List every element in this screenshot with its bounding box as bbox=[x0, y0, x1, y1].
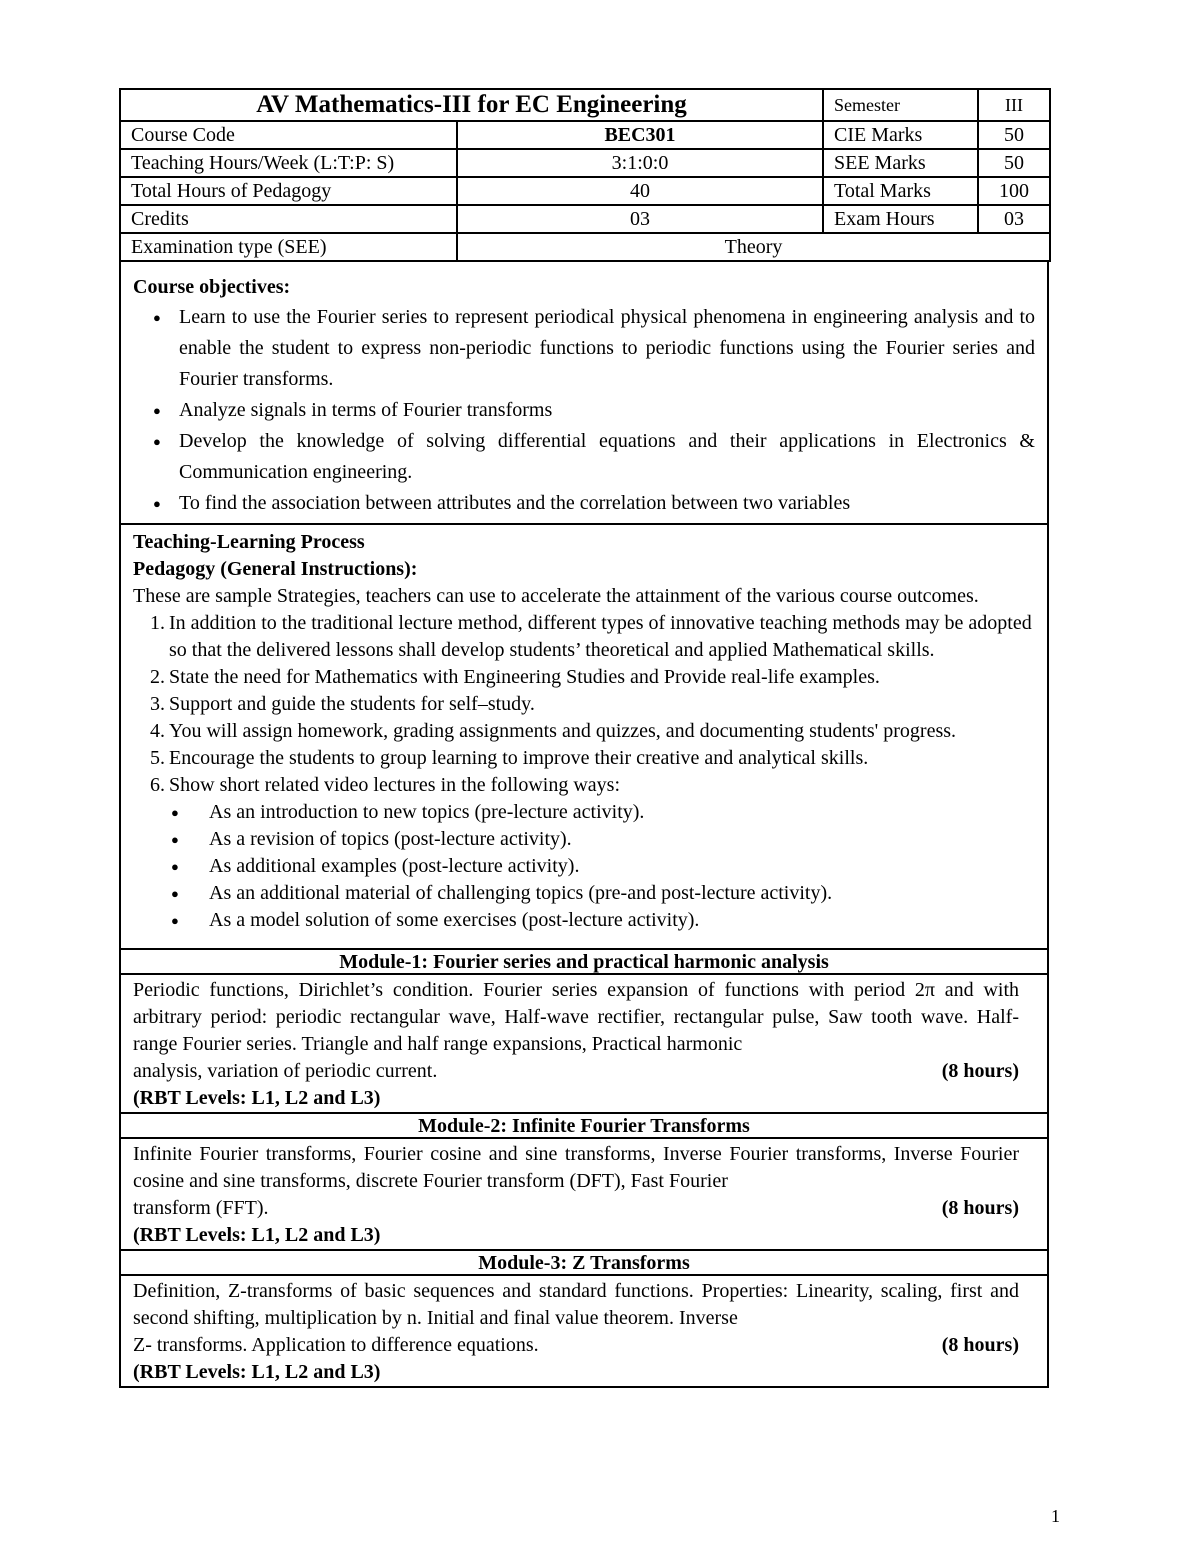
list-item: ● As additional examples (post-lecture activity). bbox=[171, 853, 1035, 880]
strategy-list bbox=[133, 610, 1035, 799]
module-3-rbt: (RBT Levels: L1, L2 and L3) bbox=[133, 1361, 381, 1383]
course-code-value: BEC301 bbox=[457, 121, 823, 149]
list-item: ● As a revision of topics (post-lecture activity). bbox=[171, 826, 1035, 853]
pedagogy-heading: Pedagogy (General Instructions): bbox=[133, 558, 418, 580]
list-item: ● As a model solution of some exercises (post-lecture activity). bbox=[171, 907, 1035, 934]
item-text: State the need for Mathematics with Engineering Studies and Provide real-life examples. bbox=[169, 666, 880, 688]
list-item: ● Develop the knowledge of solving differential equations and their applications in Electronics & Communication engineering. bbox=[153, 426, 1035, 488]
objectives-list bbox=[133, 302, 1035, 519]
item-number: 5. bbox=[150, 747, 165, 769]
list-item: ● Learn to use the Fourier series to represent periodical physical phenomena in engineering analysis and to enable the student to express non-periodic functions to periodic functions using the Fourier series and Fourier transforms. bbox=[153, 302, 1035, 395]
cie-marks-label: CIE Marks bbox=[823, 121, 978, 149]
list-item bbox=[133, 664, 1035, 691]
module-2-last-line: transform (FFT). bbox=[133, 1197, 269, 1219]
item-number: 2. bbox=[150, 666, 165, 688]
item-text: Encourage the students to group learning to improve their creative and analytical skills. bbox=[169, 747, 869, 769]
module-3-body bbox=[119, 1276, 1049, 1388]
cie-marks-value: 50 bbox=[978, 121, 1050, 149]
list-item bbox=[133, 772, 1035, 799]
module-2-hours: (8 hours) bbox=[941, 1197, 1019, 1219]
exam-type-label: Examination type (SEE) bbox=[120, 233, 457, 261]
teaching-learning-section bbox=[119, 525, 1049, 950]
table-row bbox=[120, 205, 1050, 233]
item-number: 4. bbox=[150, 720, 165, 742]
list-item: ● As an introduction to new topics (pre-lecture activity). bbox=[171, 799, 1035, 826]
credits-value: 03 bbox=[457, 205, 823, 233]
item-text: Show short related video lectures in the following ways: bbox=[169, 774, 621, 796]
course-code-label: Course Code bbox=[120, 121, 457, 149]
total-hours-value: 40 bbox=[457, 177, 823, 205]
item-number: 6. bbox=[150, 774, 165, 796]
objectives-heading: Course objectives: bbox=[133, 276, 291, 298]
exam-type-value: Theory bbox=[457, 233, 1050, 261]
module-2-rbt: (RBT Levels: L1, L2 and L3) bbox=[133, 1224, 381, 1246]
table-row bbox=[120, 149, 1050, 177]
see-marks-value: 50 bbox=[978, 149, 1050, 177]
course-title: AV Mathematics-III for EC Engineering bbox=[120, 89, 823, 121]
see-marks-label: SEE Marks bbox=[823, 149, 978, 177]
table-row bbox=[120, 177, 1050, 205]
module-1-hours-line bbox=[133, 1058, 1019, 1085]
item-text: In addition to the traditional lecture method, different types of innovative teaching methods may be adopted so that the delivered lessons shall develop students’ theoretical and applied Mathematical skills. bbox=[169, 612, 1032, 661]
total-hours-label: Total Hours of Pedagogy bbox=[120, 177, 457, 205]
module-1-rbt: (RBT Levels: L1, L2 and L3) bbox=[133, 1087, 381, 1109]
semester-value: III bbox=[978, 89, 1050, 121]
exam-hours-value: 03 bbox=[978, 205, 1050, 233]
exam-hours-label: Exam Hours bbox=[823, 205, 978, 233]
module-2-body bbox=[119, 1139, 1049, 1251]
tlp-intro: These are sample Strategies, teachers can use to accelerate the attainment of the various course outcomes. bbox=[133, 585, 979, 607]
total-marks-label: Total Marks bbox=[823, 177, 978, 205]
module-3-content: Definition, Z-transforms of basic sequences and standard functions. Properties: Linearity, scaling, first and second shifting, multiplication by n. Initial and final value theorem. Inverse bbox=[133, 1280, 1019, 1329]
module-2-title: Module-2: Infinite Fourier Transforms bbox=[119, 1114, 1049, 1139]
teaching-hours-value: 3:1:0:0 bbox=[457, 149, 823, 177]
course-objectives-section bbox=[119, 262, 1049, 525]
list-item: ● Analyze signals in terms of Fourier transforms bbox=[153, 395, 1035, 426]
list-item bbox=[133, 691, 1035, 718]
tlp-heading: Teaching-Learning Process bbox=[133, 531, 365, 553]
page-number: 1 bbox=[1051, 1506, 1060, 1526]
list-item: ● To find the association between attributes and the correlation between two variables bbox=[153, 488, 1035, 519]
list-item: ● As an additional material of challenging topics (pre-and post-lecture activity). bbox=[171, 880, 1035, 907]
table-row bbox=[120, 233, 1050, 261]
module-1-hours: (8 hours) bbox=[941, 1060, 1019, 1082]
total-marks-value: 100 bbox=[978, 177, 1050, 205]
semester-label: Semester bbox=[823, 89, 978, 121]
table-row bbox=[120, 121, 1050, 149]
list-item bbox=[133, 718, 1035, 745]
teaching-hours-label: Teaching Hours/Week (L:T:P: S) bbox=[120, 149, 457, 177]
item-text: Support and guide the students for self–study. bbox=[169, 693, 535, 715]
credits-label: Credits bbox=[120, 205, 457, 233]
module-1-content: Periodic functions, Dirichlet’s condition. Fourier series expansion of functions with period 2π and with arbitrary period: periodic rectangular wave, Half-wave rectifier, rectangular pulse, Saw tooth wave. Half-range Fourier series. Triangle and half range expansions, Practical harmonic bbox=[133, 979, 1019, 1055]
module-3-title: Module-3: Z Transforms bbox=[119, 1251, 1049, 1276]
module-3-hours: (8 hours) bbox=[941, 1334, 1019, 1356]
module-2-hours-line bbox=[133, 1195, 1019, 1222]
syllabus-page bbox=[119, 88, 1049, 1388]
module-3-hours-line bbox=[133, 1332, 1019, 1359]
list-item bbox=[133, 610, 1035, 664]
module-3-last-line: Z- transforms. Application to difference equations. bbox=[133, 1334, 539, 1356]
module-1-title: Module-1: Fourier series and practical harmonic analysis bbox=[119, 950, 1049, 975]
item-text: You will assign homework, grading assignments and quizzes, and documenting students' progress. bbox=[169, 720, 957, 742]
course-info-table bbox=[119, 88, 1051, 262]
video-lecture-list bbox=[133, 799, 1035, 934]
module-2-content: Infinite Fourier transforms, Fourier cosine and sine transforms, Inverse Fourier transforms, Inverse Fourier cosine and sine transforms, discrete Fourier transform (DFT), Fast Fourier bbox=[133, 1143, 1019, 1192]
list-item bbox=[133, 745, 1035, 772]
item-number: 3. bbox=[150, 693, 165, 715]
item-number: 1. bbox=[150, 612, 165, 634]
module-1-body bbox=[119, 975, 1049, 1114]
module-1-last-line: analysis, variation of periodic current. bbox=[133, 1060, 438, 1082]
